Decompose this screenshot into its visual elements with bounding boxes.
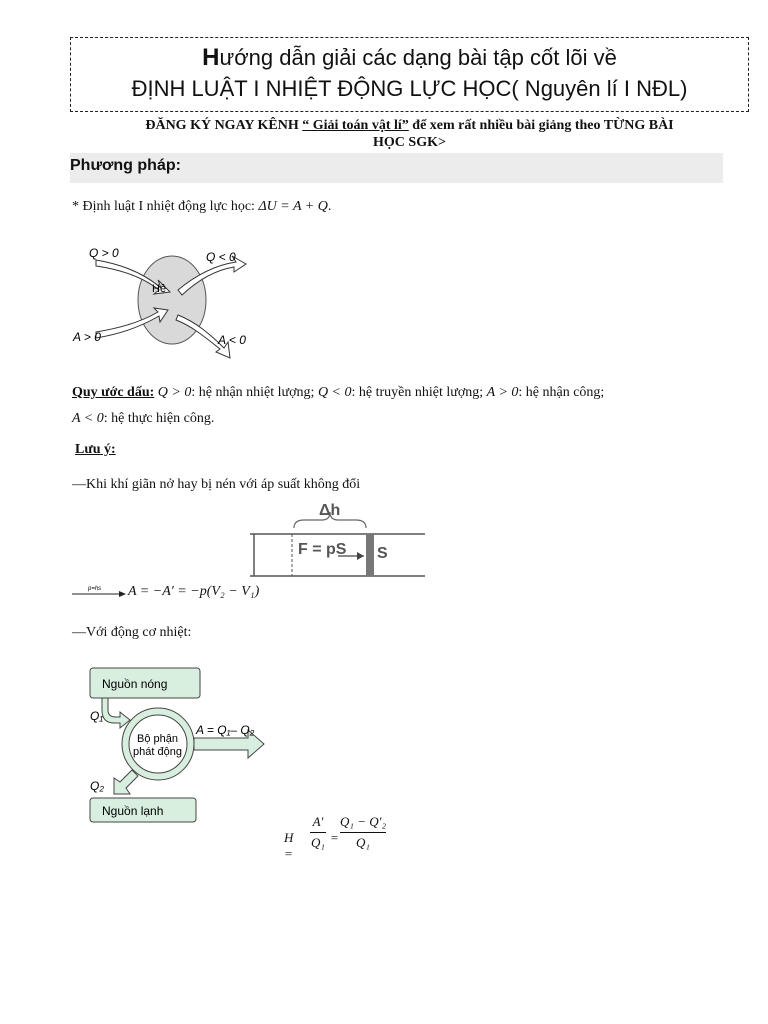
eff-eq: = xyxy=(330,830,339,845)
system-label: Hệ xyxy=(152,283,167,295)
eff-den-2: Q₁ xyxy=(356,835,370,850)
first-law-end: . xyxy=(327,199,332,214)
a-in-label: A > 0 xyxy=(73,330,101,344)
system-energy-diagram xyxy=(66,240,256,365)
title-lead-letter: H xyxy=(202,44,220,71)
isobaric-work-formula: A = −A′ = −p(V₂ − V₁) xyxy=(128,584,260,599)
area-label: S xyxy=(377,545,388,562)
q2-label: Q₂ xyxy=(90,779,104,793)
convention-q-negative-text: : hệ truyền nhiệt lượng; xyxy=(351,385,484,400)
convention-q-negative: Q < 0 xyxy=(317,385,352,400)
note-label: Lưu ý: xyxy=(75,442,116,457)
engine-part-line-1: Bộ phận xyxy=(137,733,178,745)
convention-q-positive: Q > 0 xyxy=(157,385,192,400)
title-line-2: ĐỊNH LUẬT I NHIỆT ĐỘNG LỰC HỌC( Nguyên lí I NĐL) xyxy=(131,76,688,101)
dh-label: Δh xyxy=(319,502,341,519)
q1-arrow xyxy=(102,698,130,728)
eff-num-1: A′ xyxy=(312,814,324,829)
engine-text: —Với động cơ nhiệt: xyxy=(72,625,192,640)
register-banner xyxy=(70,117,749,151)
eff-h: H = xyxy=(284,830,294,861)
engine-part-line-2: phát động xyxy=(133,746,182,758)
convention-a-negative-text: : hệ thực hiện công. xyxy=(103,411,215,426)
heat-engine-diagram xyxy=(80,662,280,827)
q-out-label: Q < 0 xyxy=(206,250,236,264)
section-title: Phương pháp: xyxy=(70,157,181,174)
convention-label: Quy ước dấu: xyxy=(72,385,155,400)
title-line-1 xyxy=(70,44,749,72)
first-law-statement xyxy=(72,199,331,215)
register-prefix: ĐĂNG KÝ NGAY KÊNH xyxy=(145,118,299,133)
convention-a-positive-text: : hệ nhận công; xyxy=(518,385,605,400)
piston-diagram xyxy=(250,498,425,580)
hot-source-label: Nguồn nóng xyxy=(102,677,168,691)
force-label: F = pS xyxy=(298,541,347,558)
isobaric-text: —Khi khí giãn nở hay bị nén với áp suất không đổi xyxy=(72,477,361,492)
q1-label: Q₁ xyxy=(90,709,104,723)
cold-source-label: Nguồn lạnh xyxy=(102,804,164,818)
implication-arrow xyxy=(72,582,128,598)
piston-plate xyxy=(366,534,374,576)
q2-arrow xyxy=(114,770,138,794)
convention-a-positive: A > 0 xyxy=(486,385,519,400)
work-label: A = Q₁– Q₂ xyxy=(196,723,255,737)
convention-a-negative: A < 0 xyxy=(72,411,104,426)
register-line-2: HỌC SGK> xyxy=(373,135,446,150)
q-in-label: Q > 0 xyxy=(89,246,119,260)
sign-convention xyxy=(72,380,752,432)
title-rest: ướng dẫn giải các dạng bài tập cốt lõi về xyxy=(219,45,617,70)
implication-label: p=hs xyxy=(88,586,102,592)
first-law-text: * Định luật I nhiệt động lực học: xyxy=(72,199,255,214)
first-law-formula: ΔU = A + Q xyxy=(258,199,328,214)
eff-den-1: Q₁ xyxy=(311,835,325,850)
eff-num-2: Q₁ − Q′₂ xyxy=(340,814,386,829)
channel-link[interactable]: “ Giải toán vật lí” xyxy=(302,118,409,133)
convention-q-positive-text: : hệ nhận nhiệt lượng; xyxy=(191,385,315,400)
a-out-label: A < 0 xyxy=(218,333,246,347)
register-suffix: để xem rất nhiều bài giảng theo TỪNG BÀI xyxy=(412,118,674,133)
